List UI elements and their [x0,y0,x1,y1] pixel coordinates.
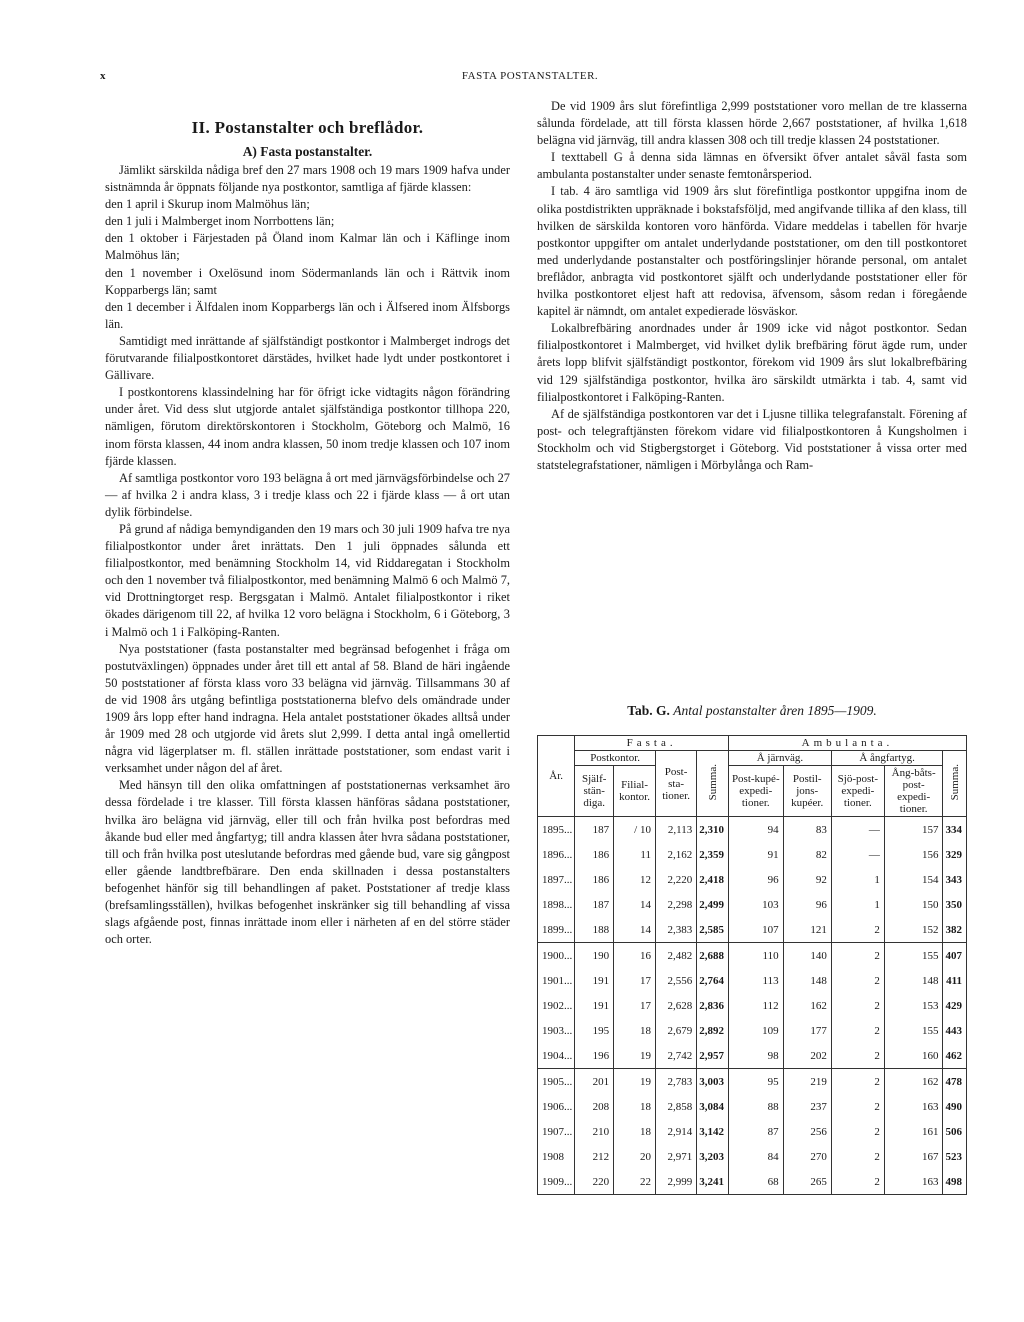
table-cell: 14 [614,917,656,943]
table-cell: 212 [575,1144,614,1169]
table-cell: 186 [575,867,614,892]
table-cell: 191 [575,968,614,993]
table-cell: 219 [783,1069,831,1095]
table-cell: 167 [884,1144,943,1169]
table-cell: 14 [614,892,656,917]
table-cell: 3,084 [697,1094,729,1119]
table-cell: 2,892 [697,1018,729,1043]
table-row [538,1169,967,1195]
table-cell: 2,764 [697,968,729,993]
table-cell: 523 [943,1144,967,1169]
cell-year: 1896... [538,842,575,867]
table-cell: 160 [884,1043,943,1069]
cell-year: 1901... [538,968,575,993]
table-cell: 2,914 [655,1119,696,1144]
table-cell: 153 [884,993,943,1018]
cell-year: 1908 [538,1144,575,1169]
table-cell: 2,359 [697,842,729,867]
table-cell: 382 [943,917,967,943]
right-column [537,98,967,474]
paragraph: Af de själfständiga postkontoren var det i Ljusne tillika telegrafanstalt. Förening af post- och telegraftjänsten förekom vidare vid filialpostkontoren å Kungsholmen i Stockholm och vid Stigbergstorget i Göteborg. Vid poststationer å vissa orter med statstelegrafstationer, nämligen i Mörbylånga och Ram- [537,406,967,472]
cell-year: 1904... [538,1043,575,1069]
table-row [538,1094,967,1119]
table-cell: 187 [575,892,614,917]
table-cell: 202 [783,1043,831,1069]
table-cell: 350 [943,892,967,917]
table-cell: 3,203 [697,1144,729,1169]
table-row [538,1018,967,1043]
table-cell: 191 [575,993,614,1018]
paragraph: I postkontorens klassindelning har för öfrigt icke vidtagits någon förändring under året. Vid dess slut utgjorde antalet själfständiga postkontor tillhopa 220, nämligen, förutom direktörskontoren i Stockholm, Göteborg och Malmö, 16 inom första klassen, 44 inom andra klassen, 50 inom tredje klassen och 107 inom fjärde klassen. [105,385,510,468]
table-row [538,892,967,917]
table-cell: 107 [728,917,783,943]
table-cell: 2,220 [655,867,696,892]
table-cell: 2 [831,968,884,993]
header-postkupe: Post-kupé-expedi-tioner. [728,766,783,817]
header-angfartyg: Å ångfartyg. [831,751,943,766]
table-cell: 188 [575,917,614,943]
table-cell: 2,113 [655,817,696,843]
table-cell: 195 [575,1018,614,1043]
paragraph: I tab. 4 äro samtliga vid 1909 års slut förefintliga postkontor uppgifna inom de olika postdistrikten uppräknade i bokstafsföljd, med angifvande tillika af den klass, till hvilken de särskilda kontoren voro hänförda. Vidare meddelas i tabellen för hvarje postkontor uppgifter om antalet underlydande poststationer, om den till postkontoret med underlydande postanstalter och postföringslinjer hörande personal, om antalet breflådor, anbragta vid postkontoret själft och underlydande poststationer eller för hvilka postkontoret eljest haft att redovisa, äfvensom, såsom redan i föregående kapitel är nämndt, om antalet expedierade lösväskor. [537,184,967,319]
header-year: År. [538,736,575,817]
table-cell: 2,556 [655,968,696,993]
table-cell: 20 [614,1144,656,1169]
header-sjalfstandiga: Själf-stän-diga. [575,766,614,817]
table-cell: 177 [783,1018,831,1043]
table-cell: 2,688 [697,943,729,969]
table-cell: 506 [943,1119,967,1144]
table-cell: 2,999 [655,1169,696,1195]
table-cell: 18 [614,1119,656,1144]
cell-year: 1898... [538,892,575,917]
table-cell: 2,858 [655,1094,696,1119]
header-postkontor: Postkontor. [575,751,656,766]
table-cell: 109 [728,1018,783,1043]
table-cell: 12 [614,867,656,892]
table-cell: 265 [783,1169,831,1195]
table-cell: 22 [614,1169,656,1195]
table-cell: 112 [728,993,783,1018]
header-filialkontor: Filial-kontor. [614,766,656,817]
header-jarnvag: Å järnväg. [728,751,831,766]
table-cell: 150 [884,892,943,917]
table-cell: 19 [614,1043,656,1069]
table-cell: 334 [943,817,967,843]
table-cell: 2,499 [697,892,729,917]
table-cell: 96 [728,867,783,892]
table-row [538,867,967,892]
table-cell: 1 [831,867,884,892]
table-cell: 98 [728,1043,783,1069]
table-cell: 2,310 [697,817,729,843]
header-angbats: Ång-båts-post-expedi-tioner. [884,766,943,817]
table-cell: — [831,842,884,867]
table-cell: 478 [943,1069,967,1095]
table-cell: 18 [614,1018,656,1043]
table-cell: 11 [614,842,656,867]
table-row [538,1119,967,1144]
table-row [538,817,967,843]
section-title: II. Postanstalter och breflådor. [191,118,424,137]
table-label: Tab. G. [627,703,670,718]
cell-year: 1902... [538,993,575,1018]
table-cell: 162 [884,1069,943,1095]
table-cell: 163 [884,1094,943,1119]
table-cell: 87 [728,1119,783,1144]
table-cell: 2,628 [655,993,696,1018]
table-cell: 498 [943,1169,967,1195]
table-row [538,917,967,943]
table-cell: 2,783 [655,1069,696,1095]
table-cell: 1 [831,892,884,917]
table-cell: 407 [943,943,967,969]
table-row [538,842,967,867]
table-cell: 490 [943,1094,967,1119]
table-cell: 2 [831,1094,884,1119]
table-cell: 162 [783,993,831,1018]
table-cell: 148 [884,968,943,993]
table-cell: 154 [884,867,943,892]
table-row [538,1144,967,1169]
header-poststationer: Post-sta-tioner. [655,751,696,817]
table-cell: 2,971 [655,1144,696,1169]
left-column [105,98,510,948]
cell-year: 1895... [538,817,575,843]
table-cell: 2 [831,917,884,943]
table-cell: 2 [831,1018,884,1043]
table-cell: 2 [831,1169,884,1195]
cell-year: 1905... [538,1069,575,1095]
table-cell: 156 [884,842,943,867]
table-cell: 68 [728,1169,783,1195]
table-cell: 83 [783,817,831,843]
cell-year: 1906... [538,1094,575,1119]
paragraph: den 1 december i Älfdalen inom Kopparbergs län och i Älfsered inom Älfsborgs län. [105,299,510,331]
paragraph: den 1 oktober i Färjestaden på Öland inom Kalmar län och i Käflinge inom Malmöhus län; [105,231,510,263]
header-summa-text: Summa. [706,763,719,801]
table-cell: 161 [884,1119,943,1144]
table-cell: 2,957 [697,1043,729,1069]
cell-year: 1907... [538,1119,575,1144]
page-header [100,70,960,90]
table-cell: 95 [728,1069,783,1095]
table-title: Antal postanstalter åren 1895—1909. [673,703,877,718]
page-number: x [100,70,106,82]
table-cell: 343 [943,867,967,892]
table-row [538,1069,967,1095]
table-row [538,1043,967,1069]
table-cell: 18 [614,1094,656,1119]
table-cell: 190 [575,943,614,969]
table-cell: 2,679 [655,1018,696,1043]
table-cell: 187 [575,817,614,843]
table-cell: 157 [884,817,943,843]
postanstalter-table [537,735,967,1195]
table-cell: 2,585 [697,917,729,943]
table-cell: 140 [783,943,831,969]
section-subtitle: A) Fasta postanstalter. [242,144,373,159]
table-cell: 121 [783,917,831,943]
paragraph: I texttabell G å denna sida lämnas en öfversikt öfver antalet såväl fasta som ambulanta postanstalter under senaste femtonårsperiod. [537,150,967,182]
table-cell: 148 [783,968,831,993]
table-cell: 94 [728,817,783,843]
cell-year: 1897... [538,867,575,892]
cell-year: 1909... [538,1169,575,1195]
table-cell: 196 [575,1043,614,1069]
table-cell: 237 [783,1094,831,1119]
table-cell: 152 [884,917,943,943]
table-cell: / 10 [614,817,656,843]
table-cell: 110 [728,943,783,969]
table-row [538,993,967,1018]
paragraph: Med hänsyn till den olika omfattningen af poststationernas verksamhet äro dessa fördelade i tre klasser. Till första klassen hänföras sådana poststationer, hvilka äro belägna vid järnväg, eller till och från hvilka post befordras med åkande bud eller med ångfartyg; till andra klassen åter hvra sådana poststationer, till och från hvilka post uteslutande befordras med gående bud, vare sig gångpost eller gående landtbrefbärare. Den enda skillnaden i dessa postanstalters befogenhet hänför sig till behandlingen af paket. Poststationer af tredje klass (brefsamlingsställen), hvilkas befogenhet inskränker sig till behandling af vissa slags afgående post, finnas inrättade inom eller i närheten af en del större städer och orter. [105,778,510,947]
table-cell: 96 [783,892,831,917]
paragraph: Nya poststationer (fasta postanstalter med begränsad befogenhet i fråga om postutväxlingen) öppnades under året till ett antal af 58. Bland de häri ingående 50 poststationer af första klass voro 33 belägna vid järnväg. Tillsammans 30 af de vid 1908 års utgång befintliga poststationerna blefvo dels omändrade under 1909 års lopp efter hand indragna. Hela antalet poststationer ökades alltså under år 1909 med 28 och utgjorde vid årets slut 2,999. I detta antal ingå omellertid några vid lägerplatser m. fl. ställen inrättade poststationer, som endast varit i verksamhet under någon del af året. [105,641,510,776]
table-cell: 429 [943,993,967,1018]
table-cell: 2,383 [655,917,696,943]
paragraph: den 1 april i Skurup inom Malmöhus län; [105,197,310,212]
table-cell: 411 [943,968,967,993]
table-cell: 2,742 [655,1043,696,1069]
table-cell: 16 [614,943,656,969]
table-cell: 186 [575,842,614,867]
cell-year: 1899... [538,917,575,943]
paragraph: De vid 1909 års slut förefintliga 2,999 poststationer voro mellan de tre klasserna sålunda fördelade, att till första klassen hörde 2,667 poststationer, af hvilka 1,618 belägna vid järnväg, till andra klassen 308 och till tredje klassen 24 poststationer. [537,99,967,148]
table-cell: 113 [728,968,783,993]
table-cell: 2 [831,993,884,1018]
table-cell: 2,482 [655,943,696,969]
header-ambulanta: Ambulanta. [728,736,966,751]
table-cell: 103 [728,892,783,917]
table-cell: 17 [614,968,656,993]
table-cell: 2,162 [655,842,696,867]
paragraph: Jämlikt särskilda nådiga bref den 27 mars 1908 och 19 mars 1909 hafva under sistnämnda år öppnats följande nya postkontor, samtliga af fjärde klassen: [105,163,510,195]
table-cell: 92 [783,867,831,892]
paragraph: Lokalbrefbäring anordnades under år 1909 icke vid något postkontor. Sedan filialpostkontoret i Malmberget, vid hvilket dylik brefbäring förut ägde rum, under årets lopp blifvit själfständigt postkontor, förekom vid 1909 års slut lokalbrefbäring vid 129 själfständiga postkontor, hvilka äro särskildt utmärkta i tab. 4, samt vid filialpostkontoret i Falköping-Ranten. [537,321,967,404]
table-cell: 2,298 [655,892,696,917]
table-cell: 270 [783,1144,831,1169]
paragraph: Samtidigt med inrättande af själfständigt postkontor i Malmberget indrogs det förutvarande filialpostkontoret därstädes, hvilket hade lydt under postkontoret i Gällivare. [105,333,510,383]
table-cell: 256 [783,1119,831,1144]
table-cell: 2 [831,1069,884,1095]
table-row [538,968,967,993]
table-cell: 163 [884,1169,943,1195]
paragraph: den 1 juli i Malmberget inom Norrbottens län; [105,214,335,229]
table-cell: 17 [614,993,656,1018]
table-cell: 462 [943,1043,967,1069]
table-cell: 2,836 [697,993,729,1018]
table-cell: 19 [614,1069,656,1095]
table-cell: 220 [575,1169,614,1195]
table-cell: 2 [831,1043,884,1069]
table-cell: 329 [943,842,967,867]
paragraph: Af samtliga postkontor voro 193 belägna å ort med järnvägsförbindelse och 27 — af hvilka 2 i andra klass, 3 i tredje klass och 22 i fjärde klass — å ort utan dylik förbindelse. [105,470,510,519]
table-cell: 3,142 [697,1119,729,1144]
cell-year: 1903... [538,1018,575,1043]
running-title: FASTA POSTANSTALTER. [461,70,599,82]
table-cell: 2 [831,1119,884,1144]
header-summa-fasta [697,751,729,817]
table-body [538,817,967,1195]
header-summa-text: Summa. [948,763,961,801]
table-row [538,943,967,969]
table-cell: 2 [831,943,884,969]
table-cell: 155 [884,1018,943,1043]
table-cell: 82 [783,842,831,867]
table-cell: 201 [575,1069,614,1095]
table-cell: 443 [943,1018,967,1043]
header-sjopost: Sjö-post-expedi-tioner. [831,766,884,817]
cell-year: 1900... [538,943,575,969]
table-cell: 210 [575,1119,614,1144]
table-cell: 3,003 [697,1069,729,1095]
table-cell: 208 [575,1094,614,1119]
table-cell: 2 [831,1144,884,1169]
header-summa-ambulanta [943,751,967,817]
table-cell: 91 [728,842,783,867]
table-cell: 3,241 [697,1169,729,1195]
table-cell: — [831,817,884,843]
header-postiljons: Postil-jons-kupéer. [783,766,831,817]
header-fasta: Fasta. [575,736,729,751]
paragraph: På grund af nådiga bemyndiganden den 19 mars och 30 juli 1909 hafva tre nya filialpostkontor under året inrättats. Den 1 juli öppnades sålunda ett filialpostkontor, med benämning Stockholm 14, vid Riddaregatan i Stockholm och den 1 november två filialpostkontor, med benämning Malmö 6 och Malmö 7, vid Drottningtorget resp. Bergsgatan i Malmö. Antalet filialpostkontor i riket ökades därigenom till 22, af hvilka 12 voro belägna i Stockholm, 6 i Göteborg, 3 i Malmö och 1 i Falköping-Ranten. [105,521,510,639]
table-cell: 2,418 [697,867,729,892]
table-caption [537,703,967,719]
paragraph: den 1 november i Oxelösund inom Södermanlands län och i Rättvik inom Kopparbergs län; samt [105,265,510,297]
table-cell: 88 [728,1094,783,1119]
table-cell: 84 [728,1144,783,1169]
table-cell: 155 [884,943,943,969]
